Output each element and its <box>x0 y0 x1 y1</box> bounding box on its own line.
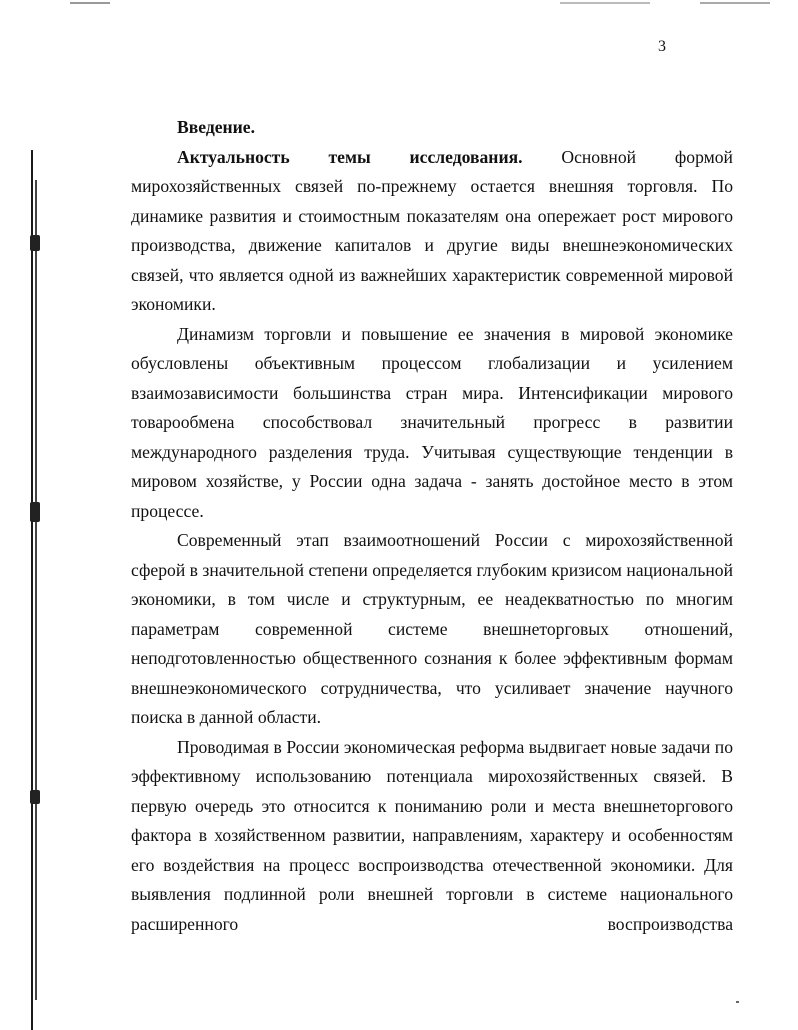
paragraph-2: Динамизм торговли и повышение ее значения в мировой экономике обусловлены объективным процессом глобализации и усилением взаимозависимости большинства стран мира. Интенсификации мирового товарообмена способствовал значительный прогресс в развитии международного разделения труда. Учитывая существующие тенденции в мировом хозяйстве, у России одна задача - занять достойное место в этом процессе. <box>131 323 733 521</box>
page-number: 3 <box>658 38 666 55</box>
scan-speck <box>736 1001 739 1003</box>
paragraph-4: Проводимая в России экономическая реформа выдвигает новые задачи по эффективному использованию потенциала мирохозяйственных связей. В первую очередь это относится к пониманию роли и места внешнеторгового фактора в хозяйственном развитии, направлениям, характеру и особенностям его воздействия на процесс воспроизводства отечественной экономики. Для выявления подлинной роли внешней торговли в системе национального расширенного воспроизводства <box>131 736 733 934</box>
paragraph-text: Основной формой мирохозяйственных связей по-прежнему остается внешняя торговля. По динамике развития и стоимостным показателям она опережает рост мирового производства, движение капиталов и другие виды внешнеэкономических связей, что является одной из важнейших характеристик современной мировой экономики. <box>131 146 733 314</box>
document-body <box>131 113 733 939</box>
scan-edge-top <box>0 0 798 6</box>
binding-edge <box>28 150 40 1030</box>
section-heading: Введение. <box>177 117 256 137</box>
paragraph-3: Современный этап взаимоотношений России с мирохозяйственной сферой в значительной степени определяется глубоким кризисом национальной экономики, в том числе и структурным, ее неадекватностью по многим параметрам современной системе внешнеторговых отношений, неподготовленностью общественного сознания к более эффективным формам внешнеэкономического сотрудничества, что усиливает значение научного поиска в данной области. <box>131 530 733 727</box>
paragraph-1 <box>131 143 733 320</box>
paragraph-lead: Актуальность темы исследования. <box>177 146 523 167</box>
